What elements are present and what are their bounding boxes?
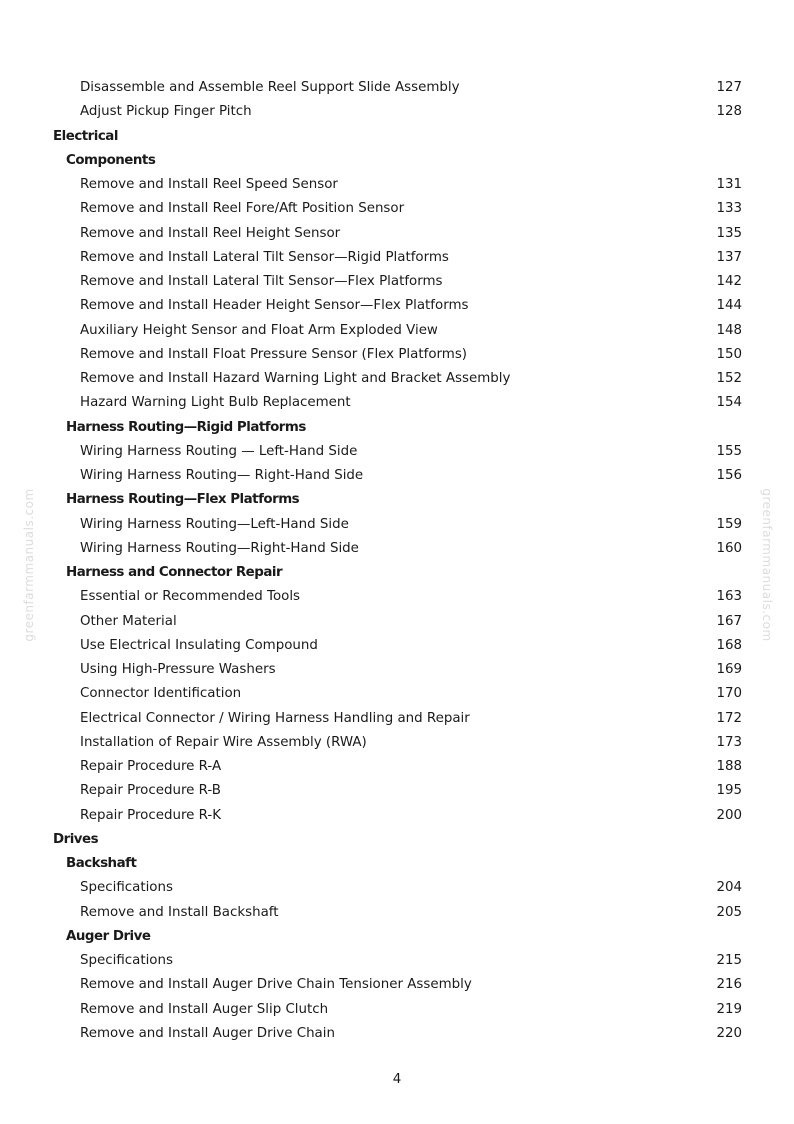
toc-entry-title: Wiring Harness Routing—Left-Hand Side — [80, 516, 349, 532]
toc-entry-title: Remove and Install Backshaft — [80, 904, 279, 920]
toc-entry-page-number: 172 — [716, 710, 742, 726]
toc-entry-page-number: 205 — [716, 904, 742, 920]
toc-entry-page-number: 173 — [716, 734, 742, 750]
toc-entry-page-number: 155 — [716, 443, 742, 459]
toc-entry[interactable] — [0, 537, 794, 561]
toc-entry-title: Backshaft — [66, 856, 137, 871]
toc-entry-title: Remove and Install Lateral Tilt Sensor—Rigid Platforms — [80, 249, 449, 265]
toc-entry-title: Repair Procedure R-A — [80, 759, 222, 774]
toc-entry[interactable] — [0, 319, 794, 343]
toc-entry-title: Auxiliary Height Sensor and Float Arm Exploded View — [80, 322, 438, 338]
toc-entry[interactable] — [0, 804, 794, 828]
toc-entry-title: Remove and Install Auger Slip Clutch — [80, 1001, 329, 1017]
toc-entry-page-number: 220 — [716, 1025, 742, 1041]
toc-entry-page-number: 148 — [716, 322, 742, 338]
toc-entry-title: Electrical — [53, 128, 118, 144]
toc-section-heading — [0, 828, 794, 852]
toc-entry-page-number: 128 — [716, 104, 742, 120]
toc-entry-title: Wiring Harness Routing—Right-Hand Side — [80, 540, 359, 556]
toc-entry-title: Adjust Pickup Finger Pitch — [80, 104, 252, 120]
toc-entry-page-number: 144 — [716, 298, 742, 314]
toc-entry-title: Disassemble and Assemble Reel Support Slide Assembly — [80, 80, 460, 95]
toc-entry[interactable] — [0, 610, 794, 634]
toc-entry-page-number: 160 — [716, 540, 742, 556]
toc-subsection-heading — [0, 149, 794, 173]
toc-entry[interactable] — [0, 197, 794, 221]
toc-entry[interactable] — [0, 973, 794, 997]
toc-subsection-heading — [0, 561, 794, 585]
toc-entry[interactable] — [0, 1022, 794, 1046]
toc-entry[interactable] — [0, 440, 794, 464]
toc-entry[interactable] — [0, 343, 794, 367]
toc-entry-title: Auger Drive — [66, 928, 151, 944]
page-number: 4 — [392, 1072, 402, 1087]
toc-entry-title: Wiring Harness Routing — Left-Hand Side — [80, 443, 358, 459]
toc-entry-title: Use Electrical Insulating Compound — [80, 637, 318, 653]
toc-entry-title: Remove and Install Header Height Sensor—Flex Platforms — [80, 298, 469, 314]
toc-entry-page-number: 154 — [716, 395, 742, 411]
toc-entry-title: Specifications — [80, 880, 173, 896]
toc-entry-title: Remove and Install Auger Drive Chain — [80, 1025, 335, 1041]
toc-entry-page-number: 137 — [716, 249, 742, 265]
toc-entry[interactable] — [0, 998, 794, 1022]
toc-entry[interactable] — [0, 100, 794, 124]
toc-entry-page-number: 169 — [716, 662, 742, 677]
toc-entry[interactable] — [0, 513, 794, 537]
toc-entry-title: Wiring Harness Routing— Right-Hand Side — [80, 468, 364, 483]
toc-entry-page-number: 215 — [716, 953, 742, 968]
toc-subsection-heading — [0, 416, 794, 440]
toc-entry-title: Repair Procedure R-B — [80, 783, 221, 799]
toc-entry-title: Electrical Connector / Wiring Harness Handling and Repair — [80, 710, 470, 726]
toc-entry[interactable] — [0, 755, 794, 779]
toc-entry-title: Installation of Repair Wire Assembly (RWA) — [80, 734, 367, 750]
table-of-contents — [0, 76, 794, 1046]
toc-entry[interactable] — [0, 391, 794, 415]
toc-entry[interactable] — [0, 682, 794, 706]
toc-entry-title: Essential or Recommended Tools — [80, 589, 301, 605]
toc-entry-page-number: 195 — [716, 783, 742, 799]
toc-section-heading — [0, 125, 794, 149]
toc-entry-title: Remove and Install Reel Height Sensor — [80, 225, 341, 241]
toc-entry[interactable] — [0, 634, 794, 658]
toc-entry-page-number: 168 — [716, 637, 742, 653]
toc-entry-title: Drives — [53, 831, 99, 847]
toc-entry-page-number: 216 — [716, 977, 742, 993]
toc-entry[interactable] — [0, 707, 794, 731]
toc-entry-title: Remove and Install Float Pressure Sensor (Flex Platforms) — [80, 346, 468, 362]
toc-entry-title: Other Material — [80, 613, 177, 629]
toc-subsection-heading — [0, 852, 794, 876]
toc-entry[interactable] — [0, 901, 794, 925]
toc-entry[interactable] — [0, 76, 794, 100]
toc-entry[interactable] — [0, 294, 794, 318]
toc-entry-page-number: 188 — [716, 759, 742, 774]
toc-entry-page-number: 152 — [716, 371, 742, 386]
toc-entry-title: Remove and Install Reel Speed Sensor — [80, 177, 338, 192]
toc-entry[interactable] — [0, 949, 794, 973]
toc-entry[interactable] — [0, 173, 794, 197]
toc-entry[interactable] — [0, 731, 794, 755]
toc-entry-page-number: 150 — [716, 346, 742, 362]
toc-entry[interactable] — [0, 246, 794, 270]
toc-entry-title: Remove and Install Auger Drive Chain Tensioner Assembly — [80, 977, 472, 993]
toc-entry-title: Components — [66, 152, 156, 168]
toc-entry-title: Hazard Warning Light Bulb Replacement — [80, 395, 351, 411]
toc-entry-title: Using High-Pressure Washers — [80, 662, 276, 677]
toc-entry-title: Remove and Install Lateral Tilt Sensor—Flex Platforms — [80, 274, 443, 289]
toc-entry[interactable] — [0, 270, 794, 294]
toc-entry[interactable] — [0, 876, 794, 900]
toc-entry-page-number: 170 — [716, 686, 742, 702]
toc-entry-title: Harness Routing—Rigid Platforms — [66, 419, 306, 435]
toc-entry[interactable] — [0, 658, 794, 682]
toc-entry-page-number: 219 — [716, 1001, 742, 1017]
toc-entry-page-number: 133 — [716, 201, 742, 217]
toc-entry-page-number: 135 — [716, 225, 742, 241]
toc-entry[interactable] — [0, 367, 794, 391]
toc-entry-title: Harness and Connector Repair — [66, 565, 283, 580]
watermark-right: greenfarmmanuals.com — [760, 488, 774, 642]
toc-subsection-heading — [0, 925, 794, 949]
toc-entry[interactable] — [0, 585, 794, 609]
toc-entry-page-number: 142 — [716, 274, 742, 289]
toc-entry[interactable] — [0, 222, 794, 246]
toc-entry-title: Specifications — [80, 953, 173, 968]
toc-entry-title: Remove and Install Hazard Warning Light and Bracket Assembly — [80, 371, 511, 386]
toc-entry-title: Harness Routing—Flex Platforms — [66, 492, 300, 508]
toc-subsection-heading — [0, 488, 794, 512]
toc-entry[interactable] — [0, 779, 794, 803]
toc-entry-title: Connector Identification — [80, 686, 242, 702]
toc-entry-title: Remove and Install Reel Fore/Aft Position Sensor — [80, 201, 405, 217]
toc-entry[interactable] — [0, 464, 794, 488]
toc-entry-page-number: 131 — [716, 177, 742, 192]
toc-entry-page-number: 204 — [716, 880, 742, 896]
toc-entry-page-number: 167 — [716, 613, 742, 629]
toc-entry-title: Repair Procedure R-K — [80, 807, 222, 823]
toc-entry-page-number: 127 — [716, 80, 742, 95]
toc-entry-page-number: 200 — [716, 807, 742, 823]
toc-entry-page-number: 156 — [716, 468, 742, 483]
watermark-left: greenfarmmanuals.com — [22, 488, 36, 642]
toc-entry-page-number: 163 — [716, 589, 742, 605]
toc-entry-page-number: 159 — [716, 516, 742, 532]
